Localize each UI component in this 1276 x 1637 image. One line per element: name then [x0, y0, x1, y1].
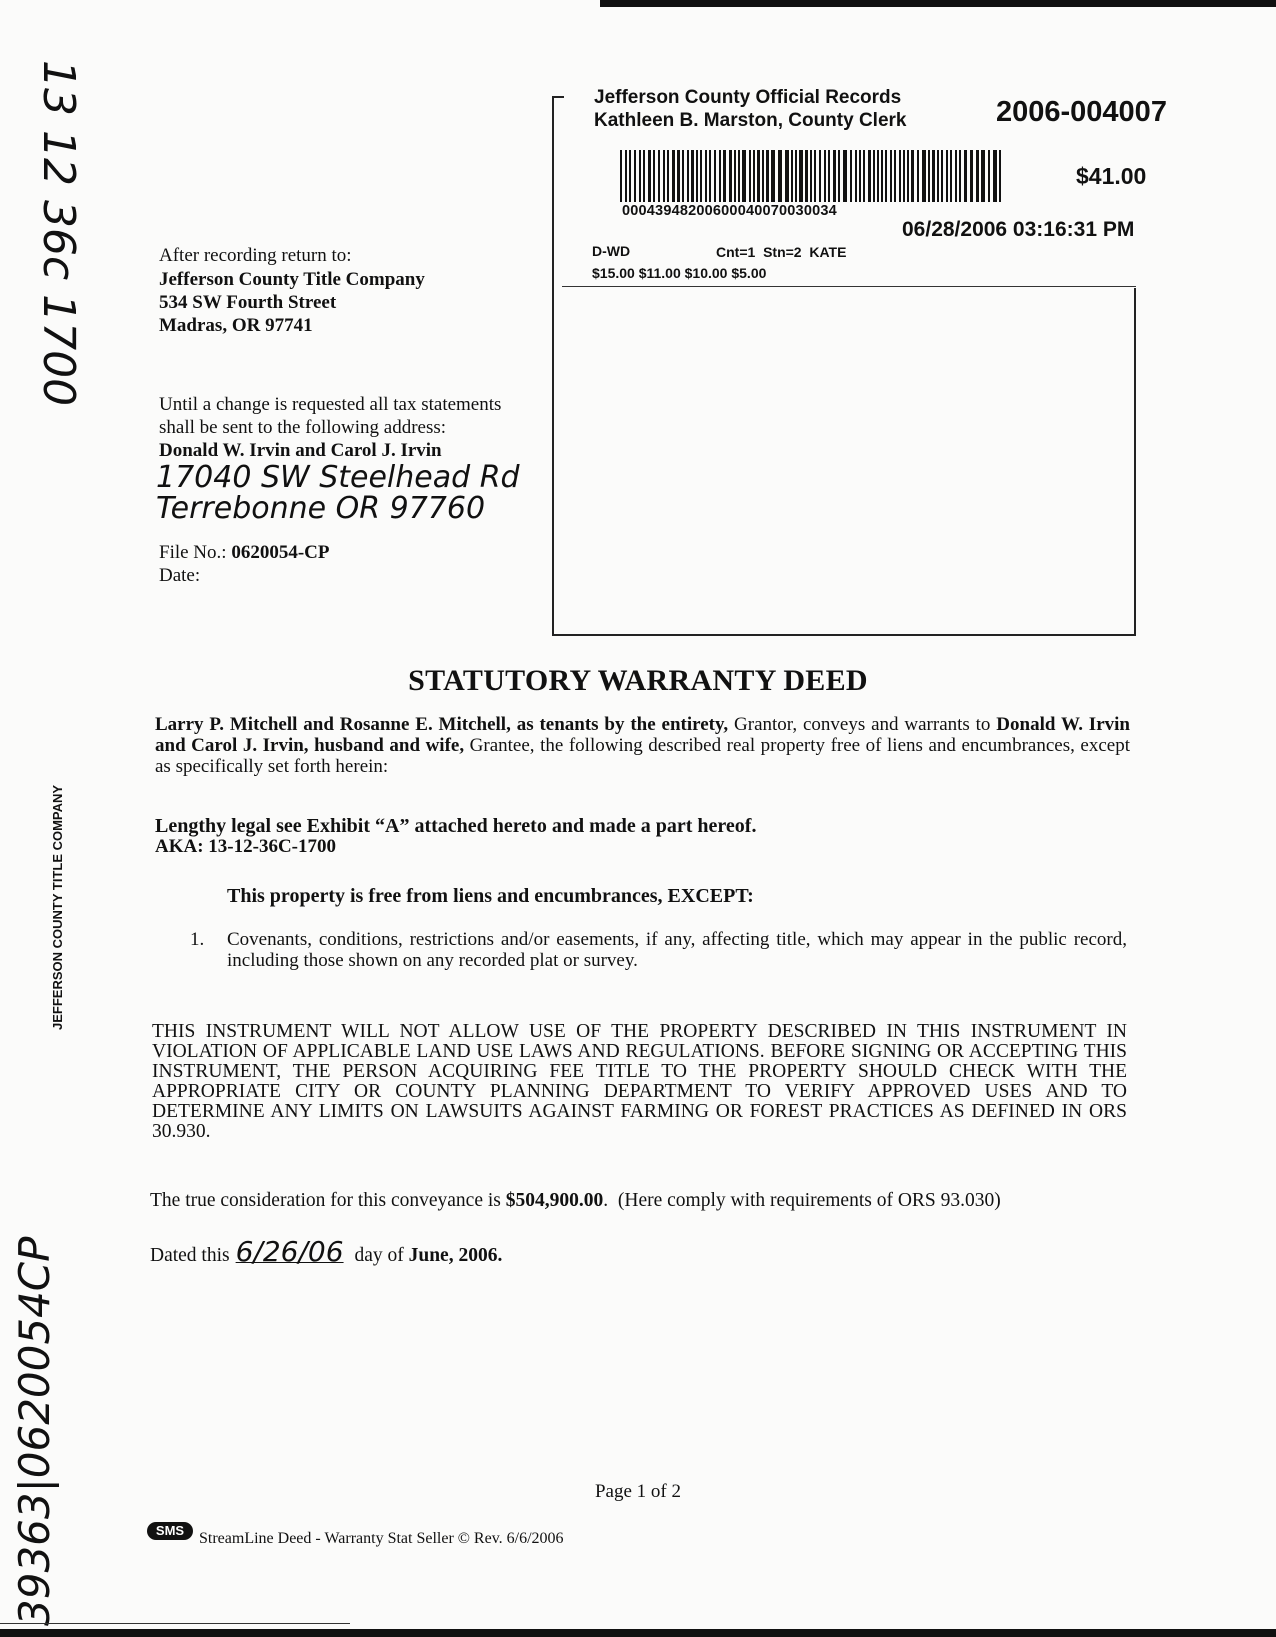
margin-handwritten-top [22, 60, 92, 407]
page-number: Page 1 of 2 [594, 1481, 681, 1502]
handwritten-date: 6/26/06 [235, 1235, 344, 1268]
sms-logo: SMS [147, 1522, 193, 1540]
form-footer: StreamLine Deed - Warranty Stat Seller © Rev. 6/6/2006 [199, 1530, 564, 1547]
consideration-line [150, 1190, 1001, 1212]
exceptions-heading: This property is free from liens and encumbrances, EXCEPT: [227, 885, 754, 907]
dated-line [150, 1235, 502, 1268]
margin-handwritten-top-text: 13 12 36c 1700 [33, 60, 84, 407]
return-to-label: After recording return to: [159, 245, 352, 266]
grant-end-text: Grantee, the following described real property free of liens and encumbrances, except as specifically set forth herein: [155, 735, 1130, 777]
barcode-icon [620, 150, 1002, 202]
tax-statement-note-line2: shall be sent to the following address: [159, 417, 447, 438]
date-label: Date: [159, 565, 201, 586]
statutory-notice: THIS INSTRUMENT WILL NOT ALLOW USE OF THE PROPERTY DESCRIBED IN THIS INSTRUMENT IN VIOLATION OF APPLICABLE LAND USE LAWS AND REGULATIONS. BEFORE SIGNING OR ACCEPTING THIS INSTRUMENT, THE PERSON ACQUIRING FEE TITLE TO THE PROPERTY SHOULD CHECK WITH THE APPROPRIATE CITY OR COUNTY PLANNING DEPARTMENT TO VERIFY APPROVED USES AND TO DETERMINE ANY LIMITS ON LAWSUITS AGAINST FARMING OR FOREST PRACTICES AS DEFINED IN ORS 30.930. [152, 1021, 1127, 1142]
bottom-hairline [0, 1623, 350, 1624]
tax-statement-name: Donald W. Irvin and Carol J. Irvin [159, 440, 442, 461]
file-number: 0620054-CP [231, 542, 330, 563]
legal-description-line: Lengthy legal see Exhibit “A” attached hereto and made a part hereof. [155, 815, 757, 837]
consideration-amount: $504,900.00 [505, 1190, 604, 1211]
grant-middle-text: Grantor, conveys and warrants to [728, 714, 997, 735]
record-number: 2006-004007 [996, 96, 1167, 128]
deed-title: STATUTORY WARRANTY DEED [408, 664, 868, 697]
file-number-line [159, 541, 329, 564]
margin-handwritten-bottom-text: 39363|0620054CP [10, 1236, 59, 1626]
grant-paragraph [155, 714, 1130, 777]
records-office-title: Jefferson County Official Records [594, 87, 902, 108]
return-to-name: Jefferson County Title Company [159, 269, 425, 290]
handwritten-tax-city: Terrebonne OR 97760 [156, 491, 486, 526]
margin-company-stamp [50, 720, 80, 1030]
dated-month-year: June, 2006. [408, 1245, 503, 1266]
exception-text: Covenants, conditions, restrictions and/or easements, if any, affecting title, which may appear in the public record, including those shown on any recorded plat or survey. [227, 929, 1127, 971]
grantor-names: Larry P. Mitchell and Rosanne E. Mitchell, as tenants by the entirety, [155, 714, 729, 735]
handwritten-tax-street: 17040 SW Steelhead Rd [156, 460, 520, 495]
scan-top-edge [600, 0, 1276, 7]
recording-counts: Cnt=1 Stn=2 KATE [716, 244, 847, 260]
county-clerk-name: Kathleen B. Marston, County Clerk [594, 110, 907, 131]
document-type-code: D-WD [592, 243, 631, 259]
return-to-city: Madras, OR 97741 [159, 315, 313, 336]
recording-datetime: 06/28/2006 03:16:31 PM [902, 218, 1135, 241]
aka-line: AKA: 13-12-36C-1700 [155, 836, 337, 857]
margin-company-text: JEFFERSON COUNTY TITLE COMPANY [50, 784, 65, 1030]
file-number-label: File No.: [159, 542, 227, 563]
consideration-post: . (Here comply with requirements of ORS 93.030) [603, 1190, 1001, 1211]
dated-post: day of [349, 1245, 409, 1266]
tax-statement-note-line1: Until a change is requested all tax statements [159, 394, 502, 415]
consideration-pre: The true consideration for this conveyance is [150, 1190, 506, 1211]
recording-fee-total: $41.00 [1076, 163, 1147, 189]
grantee-names: Donald W. Irvin and Carol J. Irvin, husband and wife, [155, 714, 1130, 756]
dated-pre: Dated this [150, 1245, 230, 1266]
fee-breakdown: $15.00 $11.00 $10.00 $5.00 [592, 265, 767, 281]
margin-handwritten-bottom [4, 1236, 74, 1626]
scan-bottom-edge [0, 1629, 1276, 1637]
exception-number: 1. [190, 929, 205, 950]
barcode-digits: 00043948200600040070030034 [622, 203, 837, 219]
return-to-street: 534 SW Fourth Street [159, 292, 337, 313]
